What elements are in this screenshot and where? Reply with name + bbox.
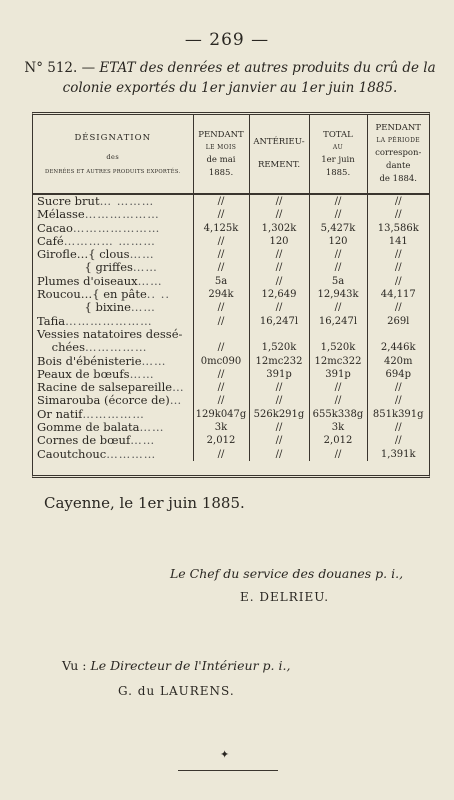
row-value-c2: 1,302k: [249, 222, 309, 235]
row-label: Peaux de bœufs: [37, 367, 130, 381]
row-value-c1: 4,125k: [193, 222, 249, 235]
row-label: chées: [37, 341, 85, 355]
row-label: Mélasse: [37, 208, 85, 222]
row-value-c2: //: [249, 394, 309, 407]
table-row: [33, 288, 429, 301]
row-leader-dots: …………: [106, 447, 157, 461]
row-value-c4: //: [394, 196, 402, 207]
row-value-c3: 3k: [309, 421, 367, 434]
row-value-c2: //: [249, 434, 309, 447]
row-value-c4: //: [394, 302, 402, 314]
row-label: Plumes d'oiseaux: [37, 274, 138, 288]
row-value-c1: //: [193, 341, 249, 354]
row-designation: [33, 355, 193, 368]
document-heading: [24, 58, 436, 98]
row-value-c3: 120: [309, 235, 367, 248]
row-leader-dots: ……: [130, 301, 156, 315]
row-value-c1: //: [193, 301, 249, 314]
row-designation: [33, 448, 193, 461]
row-value-c1: [193, 328, 249, 341]
header-col-previous: ANTÉRIEU- REMENT.: [249, 115, 309, 194]
row-value-c4: 420m: [383, 355, 413, 367]
row-designation: [33, 288, 193, 301]
row-value-c2: //: [249, 275, 309, 288]
row-designation: [33, 315, 193, 328]
row-designation: [33, 208, 193, 221]
header-col-month: PENDANT LE MOIS de mai 1885.: [193, 115, 249, 194]
row-value-c4: [367, 328, 429, 341]
row-leader-dots: … ………: [99, 194, 155, 208]
row-designation: [33, 341, 193, 354]
row-value-c3: //: [309, 394, 367, 407]
document-number: N° 512. —: [24, 60, 96, 76]
row-value-c4: 141: [388, 235, 408, 247]
table-row: [33, 328, 429, 341]
row-label: Cornes de bœuf: [37, 434, 131, 448]
page-number: — 269 —: [184, 30, 270, 50]
approval-line: [62, 658, 290, 673]
heading-line-1: ETAT des denrées et autres produits du crû de la: [99, 60, 436, 76]
table-row: [33, 315, 429, 328]
row-label: Or natif: [37, 407, 83, 421]
table-row: [33, 261, 429, 274]
row-value-c3: 1,520k: [309, 341, 367, 354]
row-leader-dots: ……: [137, 274, 163, 288]
row-value-c4: //: [394, 262, 402, 274]
table-row: [33, 368, 429, 381]
row-label: Gomme de balata: [37, 421, 140, 435]
row-leader-dots: ……: [139, 421, 165, 435]
row-label: Tafia: [37, 314, 66, 328]
row-value-c3: //: [309, 381, 367, 394]
row-value-c1: //: [193, 194, 249, 208]
row-leader-dots: ……: [129, 248, 155, 262]
row-leader-dots: …: [169, 394, 183, 408]
row-designation: [33, 328, 193, 341]
row-leader-dots: ………………: [84, 208, 160, 222]
row-label: Bois d'ébénisterie: [37, 354, 142, 368]
row-value-c2: //: [249, 421, 309, 434]
row-value-c1: //: [193, 381, 249, 394]
row-value-c3: 2,012: [309, 434, 367, 447]
row-designation: [33, 381, 193, 394]
approval-role: Le Directeur de l'Intérieur p. i.,: [90, 658, 291, 673]
row-value-c1: //: [193, 448, 249, 461]
row-value-c2: //: [249, 248, 309, 261]
row-leader-dots: …: [172, 381, 185, 395]
row-value-c1: //: [193, 261, 249, 274]
row-leader-dots: ……: [141, 354, 167, 368]
row-value-c4: 2,446k: [380, 342, 416, 354]
row-value-c2: 1,520k: [249, 341, 309, 354]
row-designation: [33, 261, 193, 274]
row-value-c2: //: [249, 301, 309, 314]
row-value-c3: //: [309, 261, 367, 274]
table-header-row: [33, 115, 429, 194]
row-value-c4: //: [394, 275, 402, 287]
row-value-c4: //: [394, 435, 402, 447]
row-value-c3: [309, 328, 367, 341]
row-leader-dots: ………… ………: [63, 234, 156, 248]
row-label: Caoutchouc: [37, 447, 107, 461]
signature-role: Le Chef du service des douanes p. i.,: [170, 566, 404, 581]
table-row: [33, 434, 429, 447]
row-value-c4: 44,117: [380, 289, 416, 301]
ornament-icon: ✦: [220, 748, 230, 761]
table-row: [33, 275, 429, 288]
row-label: Girofle…{ clous: [37, 248, 130, 262]
heading-line-2: colonie exportés du 1er janvier au 1er juin 1885.: [62, 80, 398, 96]
row-value-c1: //: [193, 248, 249, 261]
table-row: [33, 408, 429, 421]
table-row: [33, 248, 429, 261]
row-designation: [33, 434, 193, 447]
closing-rule: [178, 770, 278, 771]
row-value-c3: //: [309, 301, 367, 314]
row-value-c4: 694p: [385, 368, 411, 380]
row-value-c1: //: [193, 368, 249, 381]
row-value-c4: 269l: [387, 315, 410, 327]
header-col-period-1884: PENDANT LA PÉRIODE correspon- dante de 1884.: [367, 115, 429, 194]
row-designation: [33, 275, 193, 288]
row-value-c4: //: [394, 395, 402, 407]
row-value-c1: //: [193, 394, 249, 407]
row-designation: [33, 248, 193, 261]
row-value-c3: 5a: [309, 275, 367, 288]
table-row: [33, 355, 429, 368]
row-value-c1: 3k: [193, 421, 249, 434]
row-leader-dots: …………………: [72, 221, 161, 235]
table-row: [33, 421, 429, 434]
table-body: [33, 194, 429, 461]
row-value-c4: //: [394, 209, 402, 221]
table-row: [33, 235, 429, 248]
row-value-c2: 16,247l: [249, 315, 309, 328]
signature-name: E. DELRIEU.: [240, 590, 330, 604]
table-row: [33, 208, 429, 221]
row-label: { bixine: [37, 301, 131, 315]
row-value-c2: //: [249, 448, 309, 461]
table-row: [33, 222, 429, 235]
row-value-c2: 12,649: [249, 288, 309, 301]
row-designation: [33, 301, 193, 314]
row-label: Cacao: [37, 221, 73, 235]
row-value-c2: //: [249, 381, 309, 394]
row-value-c4: 1,391k: [380, 448, 416, 460]
row-value-c3: 16,247l: [309, 315, 367, 328]
table-row: [33, 194, 429, 208]
approval-name: G. du LAURENS.: [118, 684, 235, 698]
row-value-c1: //: [193, 315, 249, 328]
row-label: Simarouba (écorce de): [37, 394, 170, 408]
table-row: [33, 381, 429, 394]
row-value-c3: 655k338g: [309, 408, 367, 421]
approval-label: Vu :: [62, 658, 87, 673]
table-row: [33, 448, 429, 461]
row-value-c1: 2,012: [193, 434, 249, 447]
row-value-c2: 526k291g: [249, 408, 309, 421]
row-leader-dots: ……………: [82, 407, 145, 421]
row-value-c4: //: [394, 382, 402, 394]
row-designation: [33, 408, 193, 421]
row-leader-dots: ……: [129, 367, 155, 381]
row-value-c3: //: [309, 194, 367, 208]
row-value-c4: //: [394, 422, 402, 434]
row-value-c4: 851k391g: [372, 408, 424, 420]
table-row: [33, 301, 429, 314]
row-value-c2: //: [249, 208, 309, 221]
row-label: Sucre brut: [37, 194, 100, 208]
row-value-c1: //: [193, 208, 249, 221]
row-leader-dots: .. ..: [146, 288, 171, 302]
row-value-c2: 120: [249, 235, 309, 248]
row-value-c3: 5,427k: [309, 222, 367, 235]
row-value-c3: //: [309, 448, 367, 461]
header-designation: DÉSIGNATION des DENRÉES ET AUTRES PRODUITS EXPORTÉS.: [33, 115, 193, 194]
row-value-c2: 391p: [249, 368, 309, 381]
row-value-c3: //: [309, 248, 367, 261]
row-designation: [33, 421, 193, 434]
header-col-total: TOTAL AU 1er juin 1885.: [309, 115, 367, 194]
row-value-c3: 12,943k: [309, 288, 367, 301]
row-designation: [33, 235, 193, 248]
row-designation: [33, 368, 193, 381]
row-value-c1: 5a: [193, 275, 249, 288]
table-row: [33, 341, 429, 354]
row-designation: [33, 222, 193, 235]
row-value-c2: 12mc232: [249, 355, 309, 368]
row-value-c4: 13,586k: [377, 222, 419, 234]
row-value-c2: [249, 328, 309, 341]
row-label: { griffes: [37, 261, 133, 275]
table-row: [33, 394, 429, 407]
row-label: Racine de salsepareille: [37, 381, 173, 395]
row-leader-dots: ……: [132, 261, 158, 275]
row-label: Vessies natatoires dessé-: [37, 327, 183, 341]
row-value-c1: 0mc090: [193, 355, 249, 368]
row-value-c3: //: [309, 208, 367, 221]
row-leader-dots: ……: [130, 434, 156, 448]
row-value-c3: 12mc322: [309, 355, 367, 368]
row-value-c1: 129k047g: [193, 408, 249, 421]
row-value-c1: //: [193, 235, 249, 248]
row-label: Café: [37, 234, 64, 248]
row-value-c1: 294k: [193, 288, 249, 301]
row-leader-dots: ……………: [84, 341, 148, 355]
row-label: Roucou…{ en pâte: [37, 288, 147, 302]
place-date: Cayenne, le 1er juin 1885.: [44, 494, 245, 512]
row-value-c2: //: [249, 261, 309, 274]
row-value-c3: 391p: [309, 368, 367, 381]
row-designation: [33, 394, 193, 407]
row-designation: [33, 194, 193, 208]
export-table: [32, 112, 430, 478]
row-leader-dots: …………………: [65, 314, 153, 328]
row-value-c4: //: [394, 249, 402, 261]
row-value-c2: //: [249, 194, 309, 208]
